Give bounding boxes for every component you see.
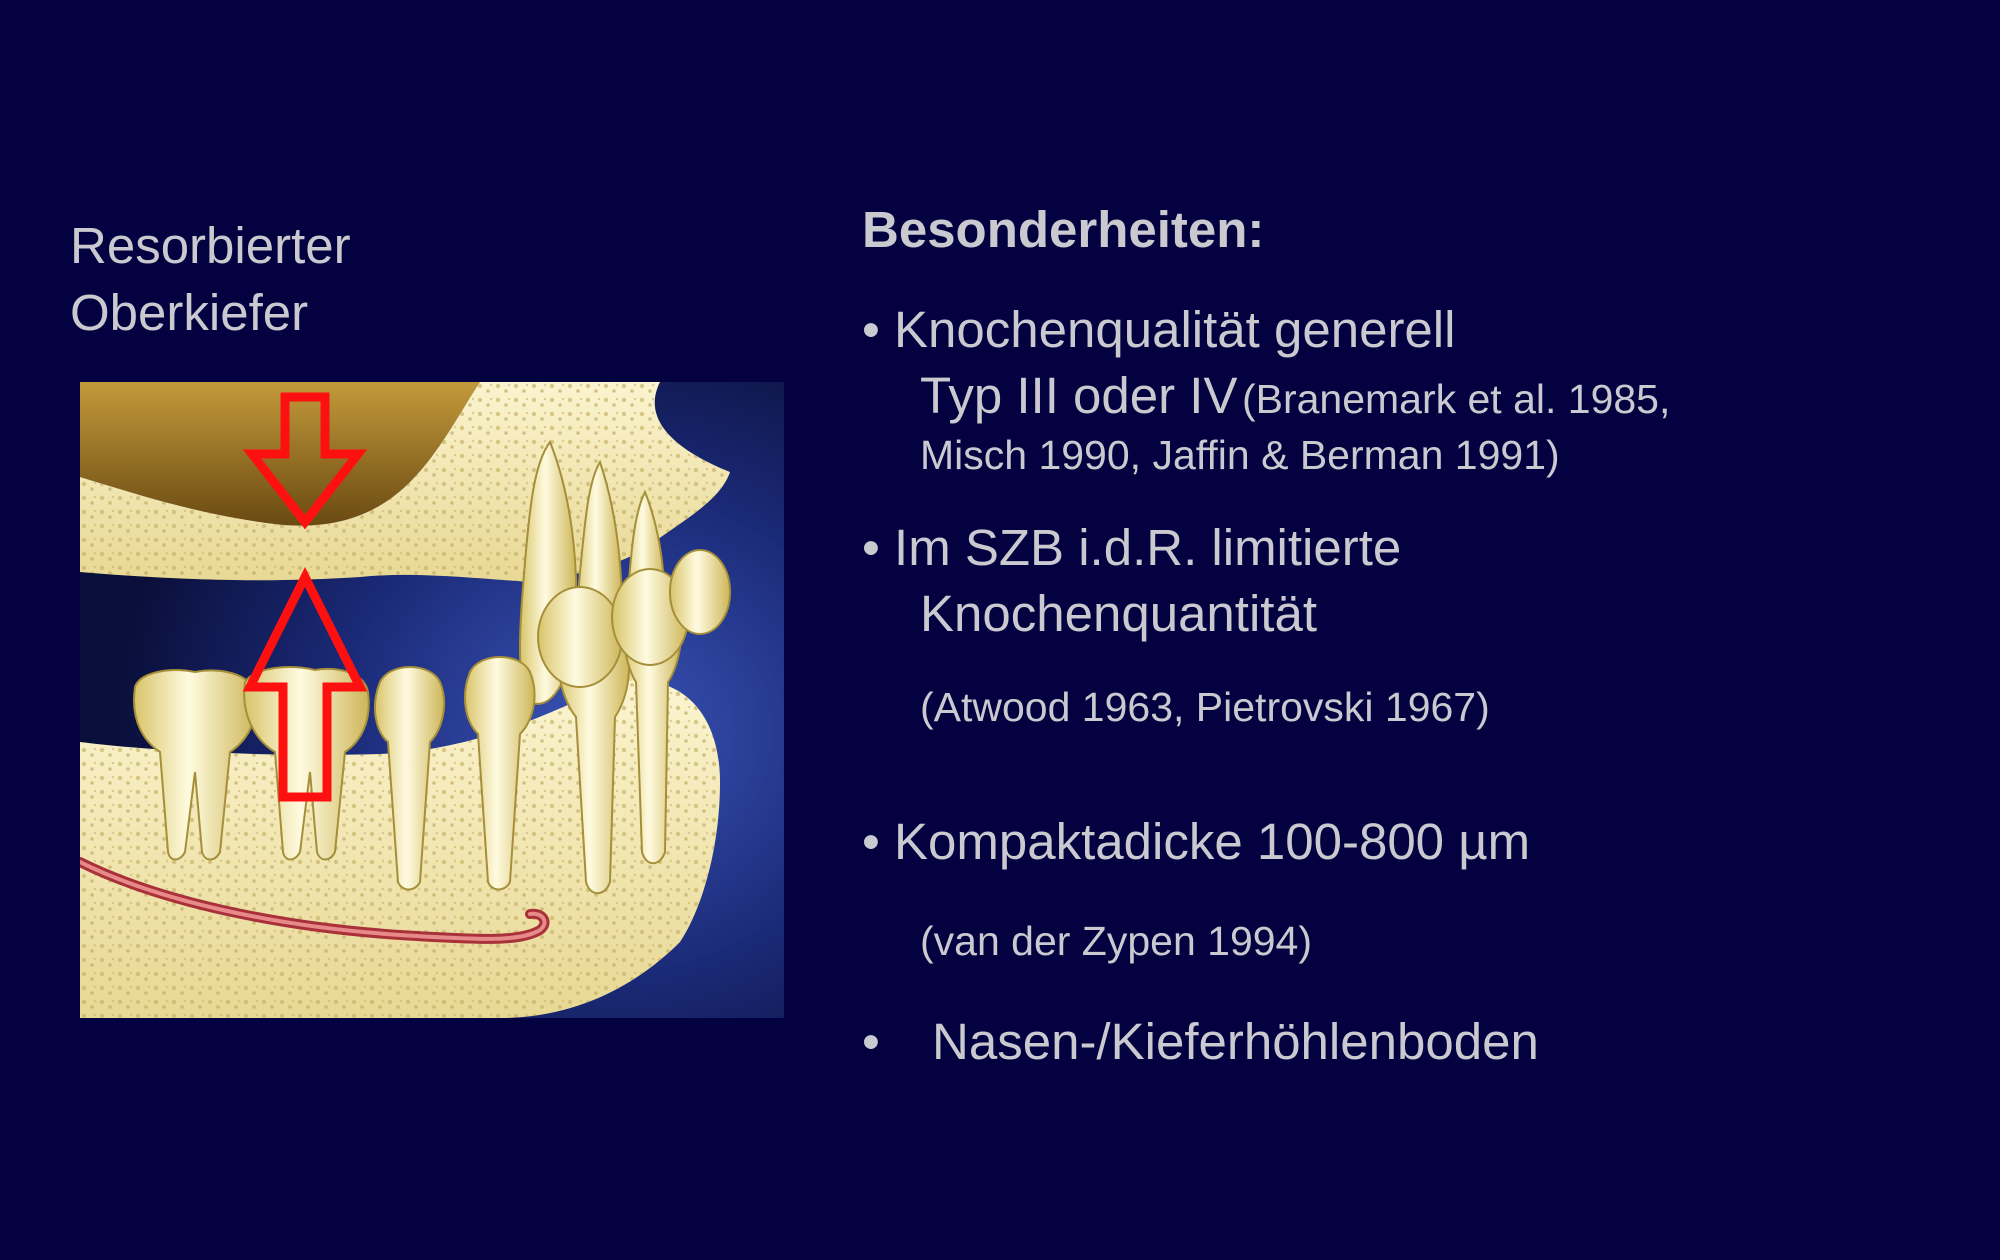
bullet-1-reference: (Branemark et al. 1985, — [1241, 376, 1671, 422]
bullet-2-reference: (Atwood 1963, Pietrovski 1967) — [920, 684, 1490, 730]
section-heading: Besonderheiten: — [862, 201, 1265, 258]
bullet-1-line-2 — [920, 366, 1670, 425]
image-caption — [70, 212, 351, 346]
jaw-illustration — [80, 382, 784, 1018]
bullet-1-text: Knochenqualität generell — [894, 301, 1456, 358]
bullet-3-line-1 — [862, 812, 1530, 871]
bullet-1-line-2-text: Typ III oder IV — [920, 367, 1238, 424]
caption-line-1: Resorbierter — [70, 217, 351, 274]
bullet-symbol: • — [862, 519, 880, 576]
bullet-4-line-1 — [862, 1012, 1539, 1071]
bullet-3-text: Kompaktadicke 100-800 µm — [894, 813, 1531, 870]
caption-line-2: Oberkiefer — [70, 284, 309, 341]
bullet-1-line-1 — [862, 300, 1455, 359]
bullet-2-line-2: Knochenquantität — [920, 585, 1317, 642]
bullet-2-line-1 — [862, 518, 1401, 577]
bullet-1-line-3: Misch 1990, Jaffin & Berman 1991) — [920, 432, 1560, 478]
bullet-symbol: • — [862, 1013, 880, 1070]
bullet-symbol: • — [862, 301, 880, 358]
bullet-symbol: • — [862, 813, 880, 870]
bullet-4-text: Nasen-/Kieferhöhlenboden — [932, 1013, 1539, 1070]
bullet-3-reference: (van der Zypen 1994) — [920, 918, 1313, 964]
bullet-2-text: Im SZB i.d.R. limitierte — [894, 519, 1402, 576]
